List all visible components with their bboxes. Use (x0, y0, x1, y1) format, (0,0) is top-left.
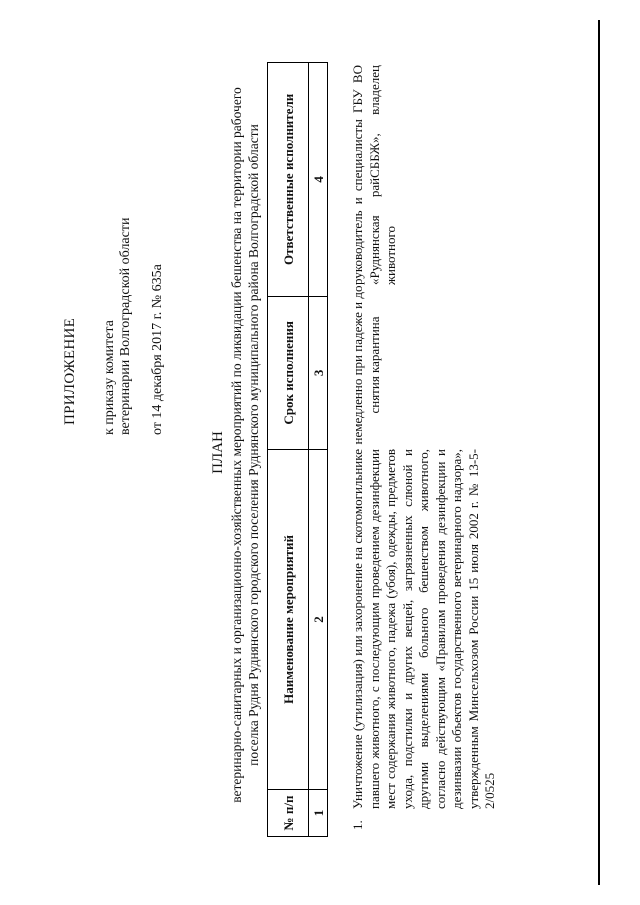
page-bottom-rule (598, 20, 600, 885)
column-number-1: 1 (309, 789, 328, 836)
row-1-measure: Уничтожение (утилизация) или захоронение на скотомогильнике павшего животного, с последующим проведением дезинфекции мест содержания животного, падежа (убоя), одежды, предметов ухода, подстилки и других вещей, загрязненных слюной и другими выделениями больного бешенством животного, согласно действующим «Правилам проведения дезинфекции и дезинвазии объектов государственного ветеринарного надзора», утвержденным Минсельхозом России 15 июля 2002 г. № 13-5-2/0525 (350, 449, 497, 809)
plan-title: ПЛАН (210, 431, 226, 474)
header-name: Наименование мероприятий (268, 449, 309, 789)
plan-subtitle-line-1: ветеринарно-санитарных и организационно-хозяйственных мероприятий по ликвидации бешенства на территории рабочего (229, 87, 244, 803)
appendix-date-line: от 14 декабря 2017 г. № 635а (150, 264, 165, 435)
row-1-number: 1. (350, 820, 365, 830)
column-number-3: 3 (309, 296, 328, 449)
appendix-committee-line: ветеринарии Волгоградской области (118, 217, 133, 435)
column-number-2: 2 (309, 449, 328, 789)
header-responsible: Ответственные исполнители (268, 63, 309, 297)
appendix-title: ПРИЛОЖЕНИЕ (62, 317, 78, 425)
column-number-4: 4 (309, 63, 328, 297)
table-header-row (268, 63, 309, 837)
header-term: Срок исполнения (268, 296, 309, 449)
row-1-responsible: руководитель и специалисты ГБУ ВО «Руднянская райСББЖ», владелец животного (350, 65, 398, 285)
header-num: № п/п (268, 789, 309, 836)
plan-table (267, 62, 328, 837)
appendix-order-line: к приказу комитета (102, 320, 117, 435)
plan-subtitle-line-2: поселка Рудня Руднянского городского поселения Руднянского муниципального района Волгоградской области (246, 124, 261, 766)
row-1-deadline: немедленно при падеже и до снятия карантина (350, 285, 382, 445)
column-number-row (309, 63, 328, 837)
